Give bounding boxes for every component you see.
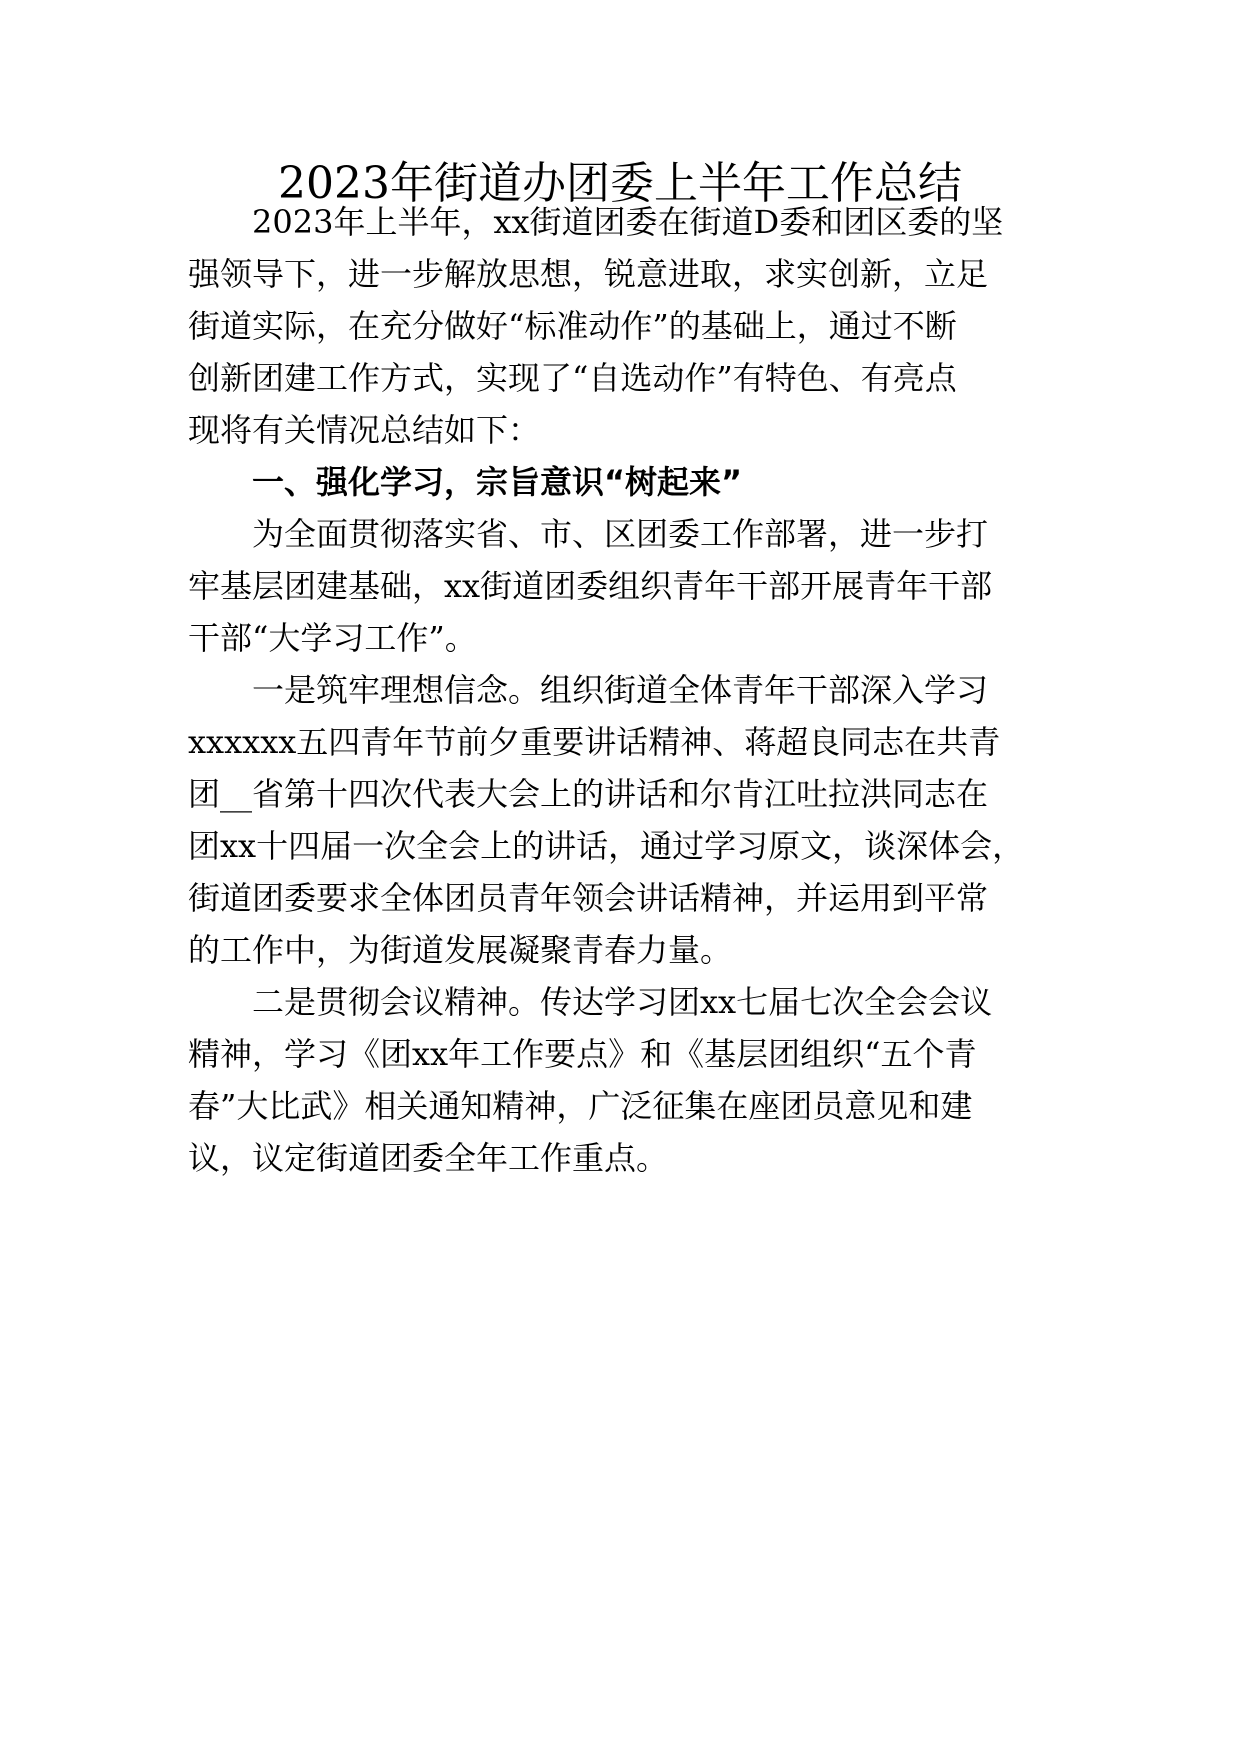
text-line-8: 牢基层团建基础，xx街道团委组织青年干部开展青年干部	[188, 567, 993, 605]
text-line-15: 的工作中，为街道发展凝聚青春力量。	[188, 931, 733, 969]
text-line-2: 强领导下，进一步解放思想，锐意进取，求实创新，立足	[188, 255, 989, 293]
text-line-10: 一是筑牢理想信念。组织街道全体青年干部深入学习	[188, 671, 989, 709]
text-line-5: 现将有关情况总结如下：	[188, 411, 541, 449]
text-line-1: 2023年上半年，xx街道团委在街道D委和团区委的坚	[188, 203, 1004, 241]
text-line-11: xxxxxx五四青年节前夕重要讲话精神、蒋超良同志在共青	[188, 723, 1001, 761]
document-title: 2023年街道办团委上半年工作总结	[278, 158, 962, 209]
text-line-4: 创新团建工作方式，实现了“自选动作”有特色、有亮点	[188, 359, 957, 397]
text-line-16: 二是贯彻会议精神。传达学习团xx七届七次全会会议	[188, 983, 993, 1021]
text-line-17: 精神，学习《团xx年工作要点》和《基层团组织“五个青	[188, 1035, 977, 1073]
text-line-18: 春”大比武》相关通知精神，广泛征集在座团员意见和建	[188, 1087, 973, 1125]
text-line-7: 为全面贯彻落实省、市、区团委工作部署，进一步打	[188, 515, 989, 553]
text-line-14: 街道团委要求全体团员青年领会讲话精神，并运用到平常	[188, 879, 989, 917]
text-line-12: 团__省第十四次代表大会上的讲话和尔肯江吐拉洪同志在	[188, 775, 989, 813]
section-heading-1: 一、强化学习，宗旨意识“树起来”	[188, 463, 743, 501]
text-line-13: 团xx十四届一次全会上的讲话，通过学习原文，谈深体会，	[188, 827, 1025, 865]
text-line-3: 街道实际，在充分做好“标准动作”的基础上，通过不断	[188, 307, 957, 345]
text-line-19: 议，议定街道团委全年工作重点。	[188, 1139, 669, 1177]
text-line-9: 干部“大学习工作”。	[188, 619, 477, 657]
